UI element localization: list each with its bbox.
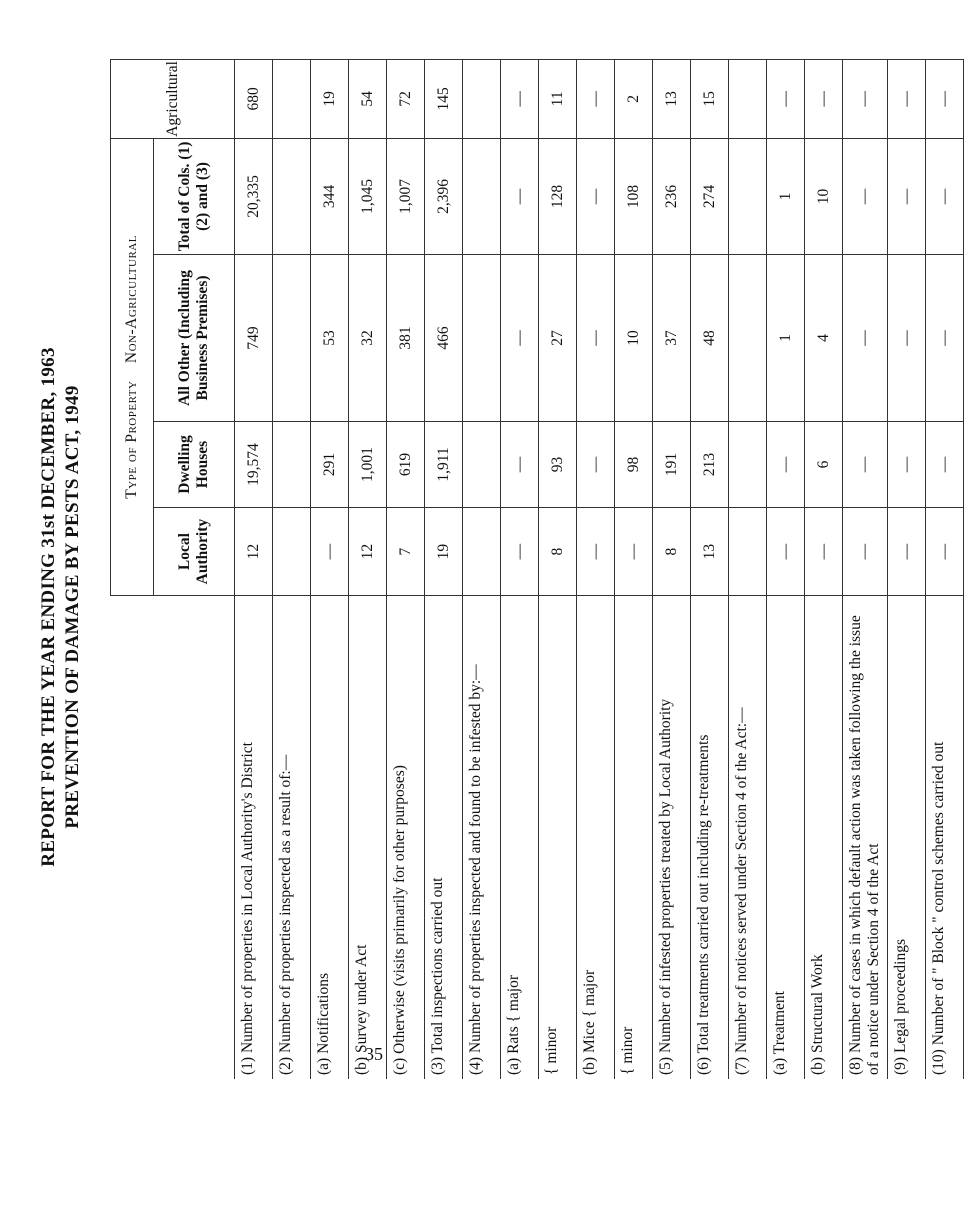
row-label: (5) Number of infested properties treated by Local Authority [653,596,691,1080]
type-of-property-label: Type of Property [123,380,140,499]
cell-local: — [501,508,539,596]
cell-other: 749 [235,255,273,422]
table-row [615,60,653,1080]
cell-agric: 2 [615,60,653,139]
row-label: (a) Treatment [767,596,805,1080]
row-label: (9) Legal proceedings [888,596,926,1080]
cell-dwelling: 93 [539,421,577,507]
agricultural-header: Agricultural [111,60,235,139]
report-subtitle: PREVENTION OF DAMAGE BY PESTS ACT, 1949 [62,385,83,829]
cell-agric: 11 [539,60,577,139]
cell-dwelling [273,421,311,507]
table-body [235,60,964,1080]
cell-agric: 145 [425,60,463,139]
row-label: (7) Number of notices served under Section 4 of the Act:— [729,596,767,1080]
cell-total [273,138,311,254]
table-row [926,60,964,1080]
cell-total: — [888,138,926,254]
cell-dwelling: 6 [805,421,843,507]
cell-agric: — [805,60,843,139]
cell-total: 2,396 [425,138,463,254]
table-row [691,60,729,1080]
table-row [767,60,805,1080]
cell-total: 108 [615,138,653,254]
cell-total: 20,335 [235,138,273,254]
cell-other [729,255,767,422]
cell-agric: — [767,60,805,139]
table-row [387,60,425,1080]
row-label: (b) Structural Work [805,596,843,1080]
cell-local: 19 [425,508,463,596]
cell-local: — [577,508,615,596]
cell-agric: — [926,60,964,139]
all-other-header: All Other (Including Business Premises) [154,255,235,422]
cell-local: — [311,508,349,596]
row-label-header [111,596,235,1080]
cell-agric: — [843,60,888,139]
page-number: 35 [365,1044,383,1064]
cell-agric: 15 [691,60,729,139]
table-row [539,60,577,1080]
cell-other: 1 [767,255,805,422]
cell-total: — [577,138,615,254]
cell-total: 128 [539,138,577,254]
cell-dwelling: 1,001 [349,421,387,507]
table-row [888,60,926,1080]
row-label: (b) Mice { major [577,596,615,1080]
non-agricultural-label: Non-Agricultural [123,235,140,364]
cell-dwelling: — [888,421,926,507]
cell-agric [729,60,767,139]
cell-total: 1,007 [387,138,425,254]
cell-other: — [888,255,926,422]
pest-control-table [110,59,964,1079]
cell-total: — [501,138,539,254]
cell-agric: 680 [235,60,273,139]
cell-total: 10 [805,138,843,254]
cell-total [463,138,501,254]
cell-dwelling [463,421,501,507]
row-label: { minor [615,596,653,1080]
cell-agric [273,60,311,139]
cell-total: 236 [653,138,691,254]
type-of-property-header [111,138,154,595]
table-row [425,60,463,1080]
table-row [235,60,273,1080]
cell-local: 8 [653,508,691,596]
cell-dwelling: 191 [653,421,691,507]
row-label: (10) Number of " Block " control schemes carried out [926,596,964,1080]
cell-agric: — [577,60,615,139]
cell-agric: 72 [387,60,425,139]
cell-other: — [577,255,615,422]
table-row [349,60,387,1080]
row-label: (4) Number of properties inspected and found to be infested by:— [463,596,501,1080]
cell-dwelling: — [926,421,964,507]
cell-agric [463,60,501,139]
cell-dwelling: 291 [311,421,349,507]
cell-other [463,255,501,422]
cell-local: 8 [539,508,577,596]
row-label: (a) Rats { major [501,596,539,1080]
cell-dwelling: 98 [615,421,653,507]
cell-agric: — [888,60,926,139]
table-row [805,60,843,1080]
cell-dwelling: — [501,421,539,507]
cell-local: 13 [691,508,729,596]
row-label: (a) Notifications [311,596,349,1080]
report-title: REPORT FOR THE YEAR ENDING 31st DECEMBER, 1963 [38,347,59,867]
row-label: (c) Otherwise (visits primarily for other purposes) [387,596,425,1080]
table-row [843,60,888,1080]
cell-agric: 19 [311,60,349,139]
cell-agric: 54 [349,60,387,139]
cell-local: 12 [349,508,387,596]
cell-other: 32 [349,255,387,422]
cell-agric: 13 [653,60,691,139]
row-label: (b) Survey under Act [349,596,387,1080]
cell-total: — [843,138,888,254]
cell-total: 1,045 [349,138,387,254]
cell-local [273,508,311,596]
cell-agric: — [501,60,539,139]
cell-other: — [926,255,964,422]
cell-total: 1 [767,138,805,254]
cell-total: — [926,138,964,254]
cell-local: 12 [235,508,273,596]
cell-dwelling: 19,574 [235,421,273,507]
cell-local: — [615,508,653,596]
cell-other: — [501,255,539,422]
cell-dwelling: — [767,421,805,507]
cell-other: — [843,255,888,422]
cell-other: 48 [691,255,729,422]
local-authority-header: Local Authority [154,508,235,596]
cell-total [729,138,767,254]
cell-local: 7 [387,508,425,596]
cell-total: 274 [691,138,729,254]
row-label: { minor [539,596,577,1080]
table-row [729,60,767,1080]
row-label: (3) Total inspections carried out [425,596,463,1080]
table-row [273,60,311,1080]
cell-other: 37 [653,255,691,422]
cell-dwelling: — [843,421,888,507]
total-header: Total of Cols. (1) (2) and (3) [154,138,235,254]
cell-local: — [805,508,843,596]
cell-other: 27 [539,255,577,422]
cell-local: — [767,508,805,596]
cell-other: 381 [387,255,425,422]
row-label: (6) Total treatments carried out including re-treatments [691,596,729,1080]
cell-local [463,508,501,596]
row-label: (2) Number of properties inspected as a result of:— [273,596,311,1080]
cell-other: 53 [311,255,349,422]
cell-other: 466 [425,255,463,422]
row-label: (8) Number of cases in which default action was taken following the issue of a notice under Section 4 of the Act [843,596,888,1080]
cell-local: — [926,508,964,596]
cell-local [729,508,767,596]
cell-dwelling: 619 [387,421,425,507]
cell-dwelling: 1,911 [425,421,463,507]
dwelling-houses-header: Dwelling Houses [154,421,235,507]
cell-other: 10 [615,255,653,422]
cell-dwelling: 213 [691,421,729,507]
cell-dwelling [729,421,767,507]
cell-total: 344 [311,138,349,254]
table-row [501,60,539,1080]
cell-other [273,255,311,422]
table-row [463,60,501,1080]
cell-other: 4 [805,255,843,422]
cell-local: — [843,508,888,596]
cell-dwelling: — [577,421,615,507]
cell-local: — [888,508,926,596]
table-row [577,60,615,1080]
table-row [311,60,349,1080]
row-label: (1) Number of properties in Local Authority's District [235,596,273,1080]
table-row [653,60,691,1080]
